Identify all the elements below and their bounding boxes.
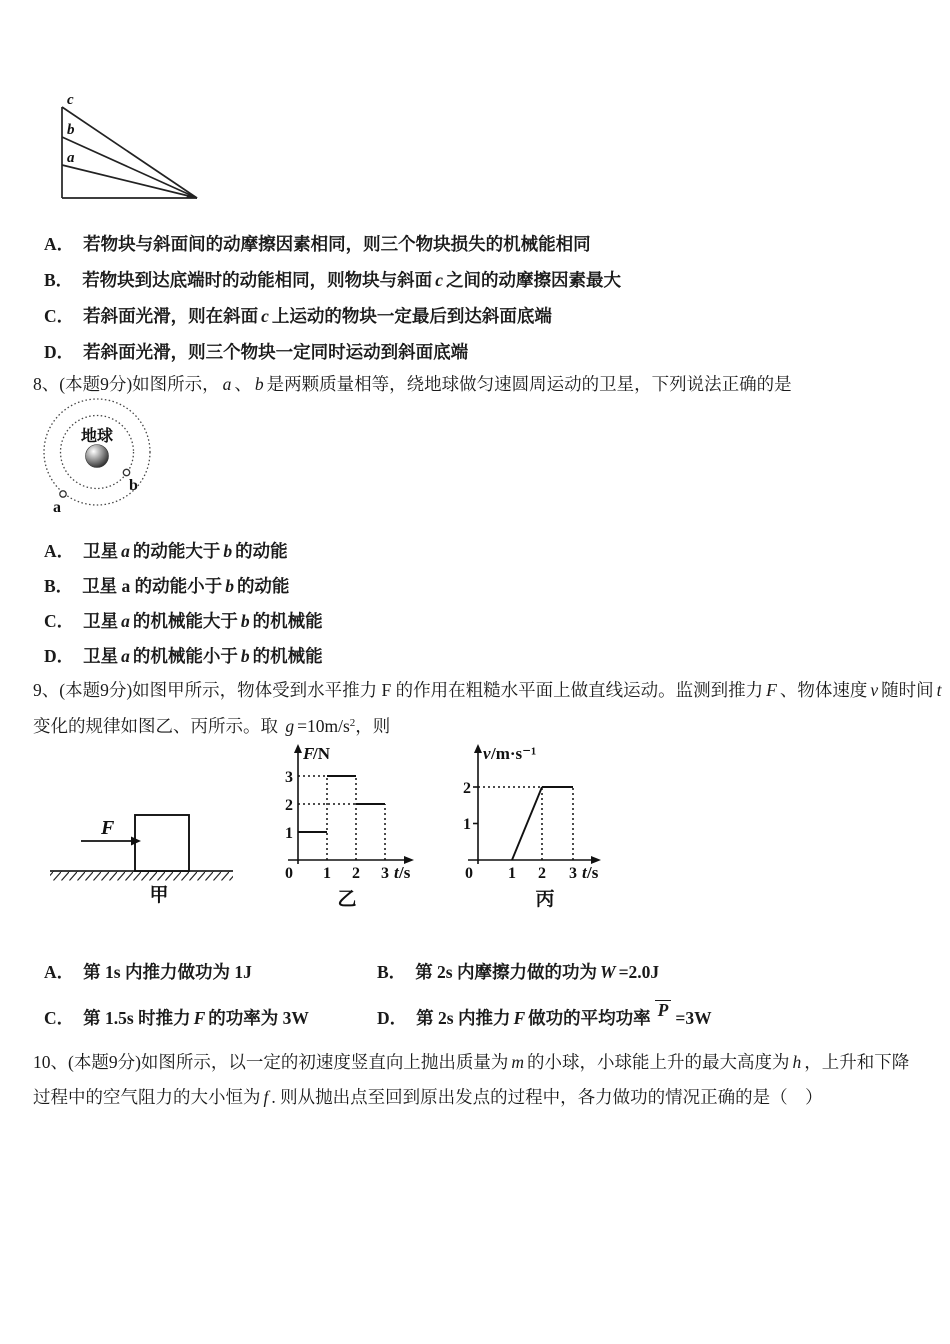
figure-bing-caption: 丙 <box>535 889 555 910</box>
y-axis-variable: F <box>303 744 315 763</box>
option-text: 若物块与斜面间的动摩擦因素相同，则三个物块损失的机械能相同 <box>83 234 591 254</box>
option-text: 第 1.5s 时推力 F 的功率为 3W <box>83 1008 309 1028</box>
y-axis-unit: /m·s⁻¹ <box>491 744 537 763</box>
ground-hatching <box>50 872 233 881</box>
y-tick-1: 1 <box>463 816 471 833</box>
figure-yi-caption: 乙 <box>337 889 357 910</box>
question-10-stem-line-2: 过程中的空气阻力的大小恒为 f . 则从抛出点至回到原出发点的过程中，各力做功的情况正确的是（ ） <box>33 1087 823 1107</box>
force-step-line <box>298 776 385 832</box>
q8-option-d <box>44 646 323 668</box>
guide-dotted-lines <box>298 776 385 860</box>
q7-option-b <box>44 270 621 292</box>
figure-jia-caption: 甲 <box>149 885 169 906</box>
option-text: 若斜面光滑，则三个物块一定同时运动到斜面底端 <box>83 342 469 362</box>
x-tick-1: 1 <box>508 865 516 882</box>
option-letter: B． <box>377 962 407 982</box>
q9-option-b <box>377 962 659 984</box>
option-text: 第 2s 内推力 F 做功的平均功率 P =3W <box>416 1000 712 1028</box>
satellite-orbit-diagram <box>28 393 178 527</box>
y-tick-1: 1 <box>285 825 293 842</box>
origin-label: 0 <box>465 865 473 882</box>
y-tick-2: 2 <box>285 797 293 814</box>
option-letter: B． <box>44 270 74 290</box>
q9-option-c <box>44 1008 309 1030</box>
y-tick-3: 3 <box>285 769 293 786</box>
q9-option-d <box>377 1000 712 1030</box>
satellite-b-marker <box>123 469 129 475</box>
x-tick-3: 3 <box>569 865 577 882</box>
option-text: 卫星 a 的动能小于 b 的动能 <box>82 576 290 596</box>
q7-option-c <box>44 306 552 328</box>
q9-option-a <box>44 962 252 984</box>
x-tick-3: 3 <box>381 865 389 882</box>
x-axis-variable: t <box>394 863 399 882</box>
option-text: 第 2s 内摩擦力做的功为 W =2.0J <box>415 962 660 982</box>
block <box>135 815 189 871</box>
option-text: 若斜面光滑，则在斜面 c 上运动的物块一定最后到达斜面底端 <box>83 306 552 326</box>
guide-dotted-lines <box>478 787 573 860</box>
option-letter: D． <box>377 1008 408 1028</box>
option-text: 卫星 a 的机械能大于 b 的机械能 <box>83 611 323 631</box>
x-axis-variable: t <box>582 863 587 882</box>
option-letter: B． <box>44 576 74 596</box>
y-axis-arrow <box>294 744 302 753</box>
y-axis-unit: /N <box>313 744 330 763</box>
satellite-a-marker <box>60 491 66 497</box>
y-tick-2: 2 <box>463 780 471 797</box>
satellite-a-label: a <box>53 499 61 516</box>
x-axis-unit: /s <box>587 863 599 882</box>
x-tick-2: 2 <box>352 865 360 882</box>
question-9-stem-line-1: 9、(本题9分)如图甲所示，物体受到水平推力 F 的作用在粗糙水平面上做直线运动。监测到推力 F 、物体速度 v 随时间 t <box>33 680 942 700</box>
option-text: 若物块到达底端时的动能相同，则物块与斜面 c 之间的动摩擦因素最大 <box>82 270 621 290</box>
question-10-stem-line-1: 10、(本题9分)如图所示，以一定的初速度竖直向上抛出质量为 m 的小球，小球能上升的最大高度为 h ，上升和下降 <box>33 1052 910 1072</box>
velocity-time-graph <box>460 742 618 912</box>
x-axis-unit: /s <box>399 863 411 882</box>
incline-diagram <box>50 85 225 213</box>
incline-label-a: a <box>67 150 75 166</box>
incline-label-b: b <box>67 122 75 138</box>
option-letter: C． <box>44 1008 75 1028</box>
x-tick-1: 1 <box>323 865 331 882</box>
q8-option-a <box>44 541 288 563</box>
option-text: 卫星 a 的动能大于 b 的动能 <box>83 541 288 561</box>
option-letter: A． <box>44 962 75 982</box>
block-push-figure <box>45 800 245 910</box>
option-letter: C． <box>44 306 75 326</box>
incline-label-c: c <box>67 92 74 108</box>
option-letter: A． <box>44 541 75 561</box>
force-time-graph <box>280 742 430 912</box>
option-letter: C． <box>44 611 75 631</box>
x-tick-2: 2 <box>538 865 546 882</box>
y-axis-arrow <box>474 744 482 753</box>
option-letter: D． <box>44 646 75 666</box>
q7-option-d <box>44 342 468 364</box>
question-8-stem: 8、(本题9分)如图所示， a 、 b 是两颗质量相等，绕地球做匀速圆周运动的卫星，下列说法正确的是 <box>33 374 792 394</box>
q8-option-b <box>44 576 289 598</box>
y-axis-variable: v <box>483 744 491 763</box>
q7-option-a <box>44 234 591 256</box>
earth-sphere <box>86 445 109 468</box>
incline-lines <box>62 107 197 198</box>
option-text: 第 1s 内推力做功为 1J <box>83 962 252 982</box>
q8-option-c <box>44 611 323 633</box>
option-letter: D． <box>44 342 75 362</box>
option-letter: A． <box>44 234 75 254</box>
force-label: F <box>101 817 115 839</box>
satellite-b-label: b <box>129 477 138 494</box>
origin-label: 0 <box>285 865 293 882</box>
option-text: 卫星 a 的机械能小于 b 的机械能 <box>83 646 323 666</box>
earth-label: 地球 <box>80 428 114 445</box>
question-9-stem-line-2: 变化的规律如图乙、丙所示。取 $g =10m/s^2$，则 <box>33 716 391 736</box>
